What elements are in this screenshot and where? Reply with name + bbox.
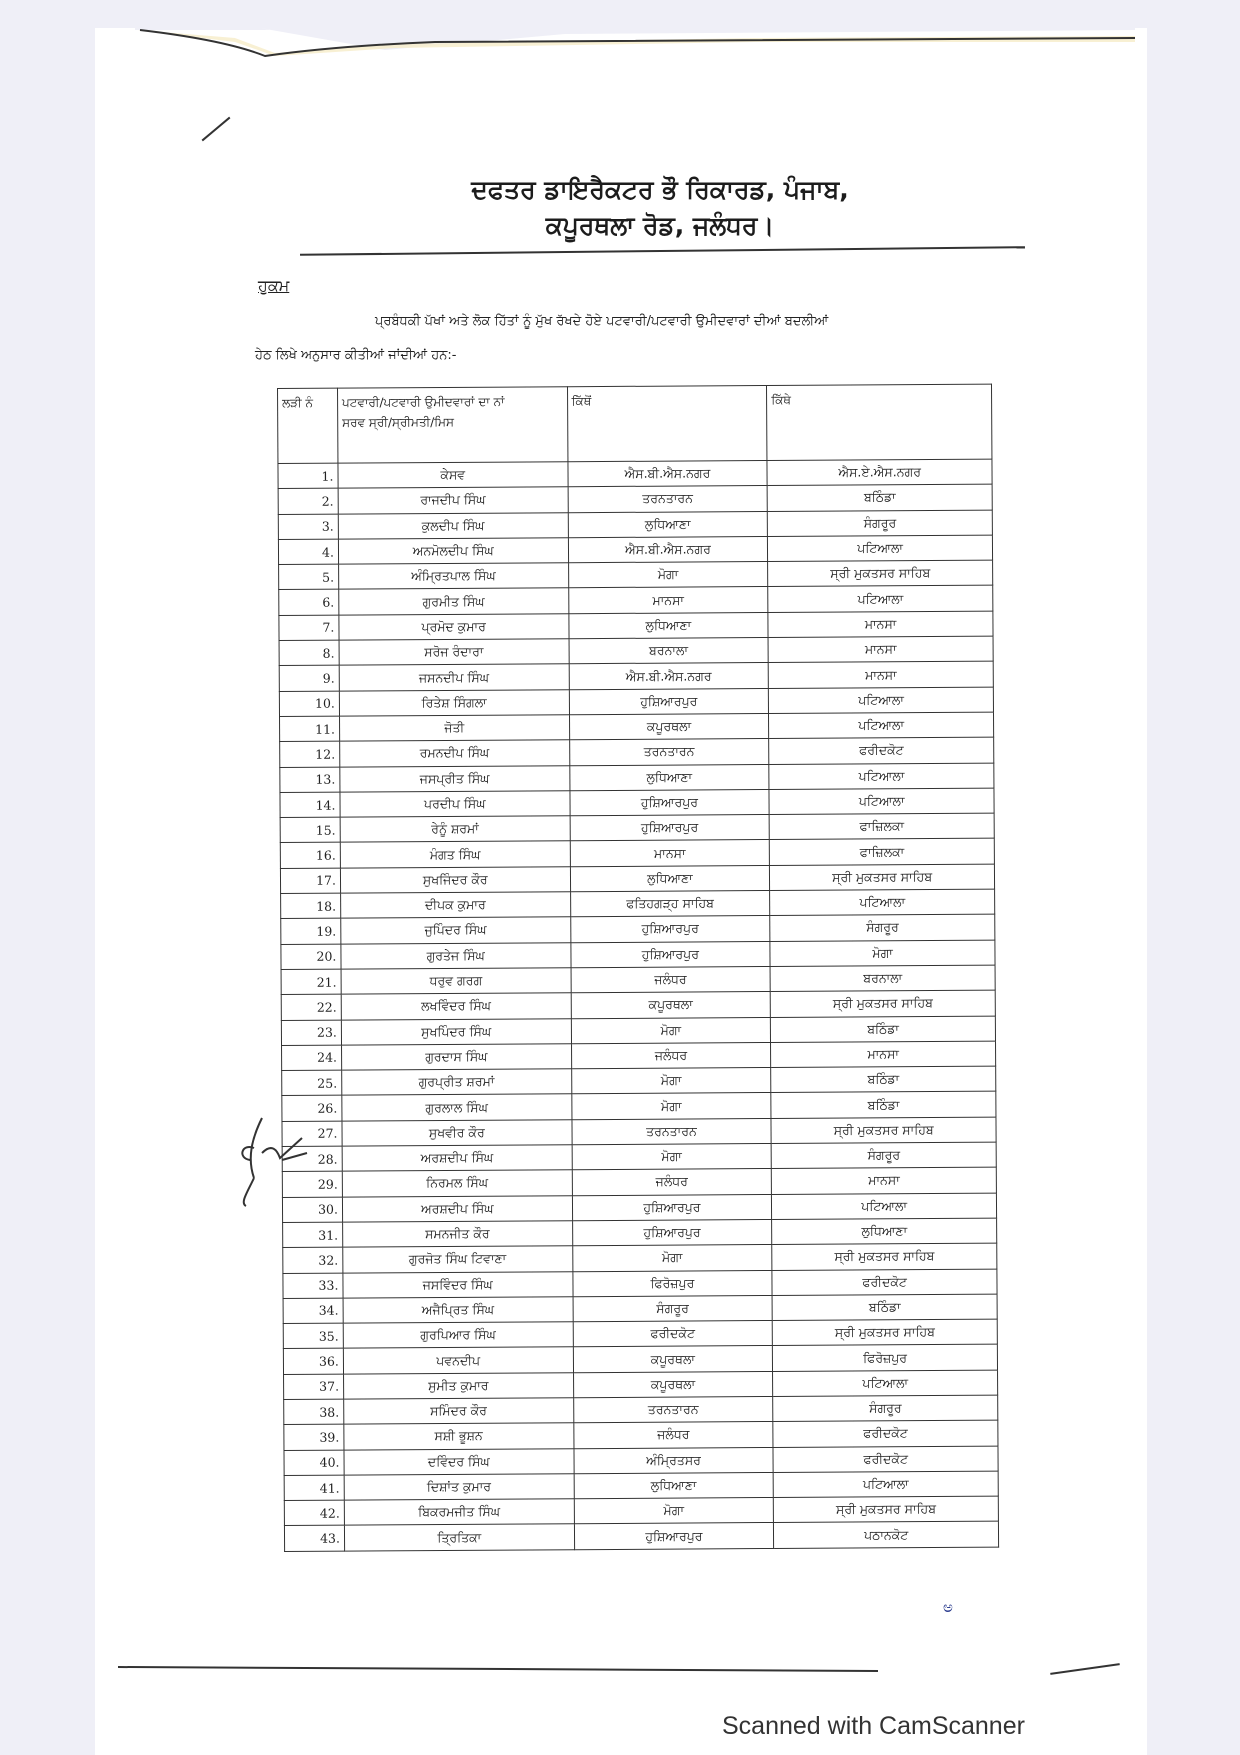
row-from: ਲੁਧਿਆਣਾ <box>570 865 770 892</box>
handwritten-signature <box>232 1098 312 1208</box>
row-from: ਮਾਨਸਾ <box>568 587 768 614</box>
row-name: ਕੇਸਵ <box>338 462 568 489</box>
row-name: ਸਸ਼ੀ ਭੂਸ਼ਨ <box>344 1423 574 1450</box>
row-from: ਅੰਮ੍ਰਿਤਸਰ <box>574 1447 774 1474</box>
row-name: ਧਰੁਵ ਗਰਗ <box>341 968 571 995</box>
header-serial-no: ਲੜੀ ਨੰ <box>278 388 338 463</box>
row-to: ਪਟਿਆਲਾ <box>769 687 994 714</box>
row-name: ਗੁਰਜੋਤ ਸਿੰਘ ਟਿਵਾਣਾ <box>343 1246 573 1273</box>
row-name: ਜੁਪਿੰਦਰ ਸਿੰਘ <box>341 917 571 944</box>
row-name: ਤ੍ਰਿਤਿਕਾ <box>344 1524 574 1551</box>
row-name: ਪ੍ਰਮੋਦ ਕੁਮਾਰ <box>339 614 569 641</box>
row-serial-no: 13. <box>280 767 340 793</box>
row-serial-no: 14. <box>280 792 340 818</box>
row-name: ਗੁਰਪ੍ਰੀਤ ਸ਼ਰਮਾਂ <box>342 1069 572 1096</box>
row-to: ਬਠਿੰਡਾ <box>767 484 992 511</box>
row-to: ਪਟਿਆਲਾ <box>769 712 994 739</box>
row-to: ਸ੍ਰੀ ਮੁਕਤਸਰ ਸਾਹਿਬ <box>772 1319 997 1346</box>
header-to: ਕਿੱਥੇ <box>767 384 992 460</box>
folded-page-edge <box>135 28 1135 58</box>
row-from: ਹੁਸ਼ਿਆਰਪੁਰ <box>570 815 770 842</box>
row-serial-no: 24. <box>282 1045 342 1071</box>
row-from: ਮੋਗਾ <box>571 1017 771 1044</box>
row-from: ਮੋਗਾ <box>568 562 768 589</box>
row-to: ਬਠਿੰਡਾ <box>771 1016 996 1043</box>
row-from: ਤਰਨਤਾਰਨ <box>572 1118 772 1145</box>
row-serial-no: 36. <box>283 1349 343 1375</box>
row-serial-no: 17. <box>280 868 340 894</box>
row-from: ਕਪੂਰਥਲਾ <box>571 992 771 1019</box>
row-from: ਮੋਗਾ <box>571 1093 771 1120</box>
row-serial-no: 11. <box>280 716 340 742</box>
row-from: ਲੁਧਿਆਣਾ <box>568 612 768 639</box>
row-name: ਜਸਪ੍ਰੀਤ ਸਿੰਘ <box>340 765 570 792</box>
order-label: ਹੁਕਮ <box>258 276 290 295</box>
row-name: ਅੰਮ੍ਰਿਤਪਾਲ ਸਿੰਘ <box>339 563 569 590</box>
row-to: ਸੰਗਰੂਰ <box>771 1142 996 1169</box>
row-serial-no: 5. <box>279 564 339 590</box>
table-row <box>284 1522 998 1552</box>
row-name: ਲਖਵਿੰਦਰ ਸਿੰਘ <box>341 993 571 1020</box>
row-from: ਕਪੂਰਥਲਾ <box>573 1371 773 1398</box>
row-name: ਅਨਮੋਲਦੀਪ ਸਿੰਘ <box>338 538 568 565</box>
row-from: ਜਲੰਧਰ <box>573 1422 773 1449</box>
row-name: ਰਾਜਦੀਪ ਸਿੰਘ <box>338 487 568 514</box>
row-to: ਫਿਰੋਜ਼ਪੁਰ <box>773 1345 998 1372</box>
row-to: ਸ੍ਰੀ ਮੁਕਤਸਰ ਸਾਹਿਬ <box>774 1496 999 1523</box>
row-from: ਸੰਗਰੂਰ <box>573 1295 773 1322</box>
table-header-row <box>278 384 992 463</box>
row-to: ਬਠਿੰਡਾ <box>771 1066 996 1093</box>
row-serial-no: 26. <box>282 1096 342 1122</box>
row-to: ਫਰੀਦਕੋਟ <box>769 737 994 764</box>
row-from: ਫਰੀਦਕੋਟ <box>573 1321 773 1348</box>
scanner-mark: ಅ <box>943 1598 953 1616</box>
row-name: ਕੁਲਦੀਪ ਸਿੰਘ <box>338 512 568 539</box>
row-to: ਫਰੀਦਕੋਟ <box>773 1420 998 1447</box>
row-name: ਸੁਖਜਿੰਦਰ ਕੌਰ <box>340 866 570 893</box>
row-serial-no: 15. <box>280 817 340 843</box>
camscanner-watermark: Scanned with CamScanner <box>722 1712 1025 1740</box>
row-from: ਜਲੰਧਰ <box>571 966 771 993</box>
row-to: ਪਟਿਆਲਾ <box>773 1370 998 1397</box>
row-name: ਸੁਖਪਿੰਦਰ ਸਿੰਘ <box>341 1018 571 1045</box>
row-to: ਫਰੀਦਕੋਟ <box>772 1269 997 1296</box>
row-to: ਸੰਗਰੂਰ <box>768 510 993 537</box>
row-from: ਕਪੂਰਥਲਾ <box>573 1346 773 1373</box>
row-to: ਪਟਿਆਲਾ <box>773 1471 998 1498</box>
row-name: ਪਰਦੀਪ ਸਿੰਘ <box>340 791 570 818</box>
row-name: ਅਜੈਪ੍ਰਿਤ ਸਿੰਘ <box>343 1297 573 1324</box>
row-name: ਰੇਨੂੰ ਸ਼ਰਮਾਂ <box>340 816 570 843</box>
intro-line-1: ਪ੍ਰਬੰਧਕੀ ਪੱਖਾਂ ਅਤੇ ਲੋਕ ਹਿੱਤਾਂ ਨੂੰ ਮੁੱਖ ਰੱਖਦੇ ਹੋਏ ਪਟਵਾਰੀ/ਪਟਵਾਰੀ ਉਮੀਦਵਾਰਾਂ ਦੀਆਂ ਬਦਲੀਆਂ <box>375 314 829 329</box>
row-name: ਦੀਪਕ ਕੁਮਾਰ <box>341 892 571 919</box>
row-name: ਜਸਨਦੀਪ ਸਿੰਘ <box>339 664 569 691</box>
row-serial-no: 27. <box>282 1121 342 1147</box>
row-to: ਸ੍ਰੀ ਮੁਕਤਸਰ ਸਾਹਿਬ <box>772 1243 997 1270</box>
header-name-line-1: ਪਟਵਾਰੀ/ਪਟਵਾਰੀ ਉਮੀਦਵਾਰਾਂ ਦਾ ਨਾਂ <box>341 394 505 410</box>
row-serial-no: 43. <box>284 1526 344 1552</box>
row-name: ਜਸਵਿੰਦਰ ਸਿੰਘ <box>343 1271 573 1298</box>
intro-paragraph <box>255 305 1015 373</box>
row-serial-no: 42. <box>284 1500 344 1526</box>
row-to: ਸ੍ਰੀ ਮੁਕਤਸਰ ਸਾਹਿਬ <box>770 990 995 1017</box>
row-to: ਸ੍ਰੀ ਮੁਕਤਸਰ ਸਾਹਿਬ <box>770 864 995 891</box>
row-to: ਮਾਨਸਾ <box>772 1167 997 1194</box>
row-name: ਮੰਗਤ ਸਿੰਘ <box>340 841 570 868</box>
row-name: ਦਵਿੰਦਰ ਸਿੰਘ <box>344 1448 574 1475</box>
row-serial-no: 34. <box>283 1298 343 1324</box>
row-to: ਫਾਜ਼ਿਲਕਾ <box>770 839 995 866</box>
row-to: ਫਾਜ਼ਿਲਕਾ <box>769 813 994 840</box>
row-serial-no: 7. <box>279 615 339 641</box>
office-heading <box>380 172 940 244</box>
row-serial-no: 25. <box>282 1070 342 1096</box>
row-serial-no: 35. <box>283 1323 343 1349</box>
row-to: ਫਰੀਦਕੋਟ <box>773 1446 998 1473</box>
row-from: ਹੁਸ਼ਿਆਰਪੁਰ <box>570 941 770 968</box>
row-name: ਗੁਰਪਿਆਰ ਸਿੰਘ <box>343 1322 573 1349</box>
row-name: ਗੁਰਮੀਤ ਸਿੰਘ <box>339 588 569 615</box>
row-to: ਮਾਨਸਾ <box>768 611 993 638</box>
row-from: ਲੁਧਿਆਣਾ <box>568 511 768 538</box>
row-name: ਰਿਤੇਸ਼ ਸਿੰਗਲਾ <box>339 689 569 716</box>
row-name: ਪਵਨਦੀਪ <box>343 1347 573 1374</box>
row-to: ਪਟਿਆਲਾ <box>769 763 994 790</box>
header-name-line-2: ਸਰਵ ਸ੍ਰੀ/ਸ੍ਰੀਮਤੀ/ਮਿਸ <box>342 414 455 430</box>
row-to: ਪਠਾਨਕੋਟ <box>774 1522 999 1549</box>
row-to: ਪਟਿਆਲਾ <box>770 889 995 916</box>
row-to: ਬਠਿੰਡਾ <box>771 1092 996 1119</box>
row-from: ਤਰਨਤਾਰਨ <box>573 1396 773 1423</box>
row-to: ਮੋਗਾ <box>770 940 995 967</box>
row-serial-no: 32. <box>283 1247 343 1273</box>
intro-line-2: ਹੇਠ ਲਿਖੇ ਅਨੁਸਾਰ ਕੀਤੀਆਂ ਜਾਂਦੀਆਂ ਹਨ:- <box>255 348 457 363</box>
row-serial-no: 12. <box>280 741 340 767</box>
row-serial-no: 10. <box>279 691 339 717</box>
row-from: ਮੋਗਾ <box>571 1068 771 1095</box>
row-name: ਸਮਿੰਦਰ ਕੌਰ <box>344 1398 574 1425</box>
row-serial-no: 20. <box>281 944 341 970</box>
row-name: ਅਰਸ਼ਦੀਪ ਸਿੰਘ <box>342 1195 572 1222</box>
row-name: ਸੁਮੀਤ ਕੁਮਾਰ <box>343 1372 573 1399</box>
row-to: ਸੰਗਰੂਰ <box>773 1395 998 1422</box>
row-from: ਐਸ.ਬੀ.ਐਸ.ਨਗਰ <box>567 461 767 488</box>
row-from: ਕਪੂਰਥਲਾ <box>569 713 769 740</box>
row-from: ਤਰਨਤਾਰਨ <box>568 486 768 513</box>
row-serial-no: 4. <box>278 539 338 565</box>
row-from: ਐਸ.ਬੀ.ਐਸ.ਨਗਰ <box>569 663 769 690</box>
row-serial-no: 16. <box>280 843 340 869</box>
row-from: ਮੋਗਾ <box>572 1245 772 1272</box>
row-to: ਸ੍ਰੀ ਮੁਕਤਸਰ ਸਾਹਿਬ <box>768 560 993 587</box>
row-serial-no: 22. <box>281 994 341 1020</box>
row-to: ਪਟਿਆਲਾ <box>768 586 993 613</box>
row-from: ਹੁਸ਼ਿਆਰਪੁਰ <box>569 688 769 715</box>
row-serial-no: 33. <box>283 1273 343 1299</box>
row-from: ਮੋਗਾ <box>574 1498 774 1525</box>
row-name: ਰਮਨਦੀਪ ਸਿੰਘ <box>340 740 570 767</box>
transfer-table <box>277 384 999 1552</box>
row-serial-no: 29. <box>282 1171 342 1197</box>
row-from: ਹੁਸ਼ਿਆਰਪੁਰ <box>570 916 770 943</box>
row-serial-no: 6. <box>279 590 339 616</box>
row-serial-no: 40. <box>284 1450 344 1476</box>
row-from: ਐਸ.ਬੀ.ਐਸ.ਨਗਰ <box>568 536 768 563</box>
row-from: ਤਰਨਤਾਰਨ <box>569 739 769 766</box>
row-to: ਪਟਿਆਲਾ <box>769 788 994 815</box>
row-name: ਅਰਸ਼ਦੀਪ ਸਿੰਘ <box>342 1145 572 1172</box>
row-to: ਮਾਨਸਾ <box>768 662 993 689</box>
row-from: ਜਲੰਧਰ <box>571 1042 771 1069</box>
row-serial-no: 21. <box>281 969 341 995</box>
row-name: ਗੁਰਦਾਸ ਸਿੰਘ <box>341 1044 571 1071</box>
row-name: ਸੁਖਵੀਰ ਕੌਰ <box>342 1119 572 1146</box>
header-name <box>337 387 567 463</box>
row-serial-no: 23. <box>281 1020 341 1046</box>
row-to: ਮਾਨਸਾ <box>768 636 993 663</box>
heading-line-1: ਦਫਤਰ ਡਾਇਰੈਕਟਰ ਭੌ ਰਿਕਾਰਡ, ਪੰਜਾਬ, <box>471 175 849 204</box>
row-name: ਗੁਰਲਾਲ ਸਿੰਘ <box>342 1094 572 1121</box>
row-serial-no: 19. <box>281 918 341 944</box>
row-name: ਨਿਰਮਲ ਸਿੰਘ <box>342 1170 572 1197</box>
row-name: ਸਰੋਜ ਰੰਦਾਰਾ <box>339 639 569 666</box>
row-serial-no: 8. <box>279 640 339 666</box>
row-to: ਪਟਿਆਲਾ <box>772 1193 997 1220</box>
row-from: ਬਰਨਾਲਾ <box>569 638 769 665</box>
row-serial-no: 2. <box>278 488 338 514</box>
row-to: ਪਟਿਆਲਾ <box>768 535 993 562</box>
row-name: ਜੋਤੀ <box>339 715 569 742</box>
row-to: ਬਰਨਾਲਾ <box>770 965 995 992</box>
row-from: ਮਾਨਸਾ <box>570 840 770 867</box>
row-from: ਲੁਧਿਆਣਾ <box>574 1472 774 1499</box>
row-serial-no: 39. <box>284 1424 344 1450</box>
header-from: ਕਿੱਥੋਂ <box>567 386 767 462</box>
row-serial-no: 37. <box>284 1374 344 1400</box>
row-from: ਹੁਸ਼ਿਆਰਪੁਰ <box>574 1523 774 1550</box>
row-serial-no: 31. <box>283 1222 343 1248</box>
row-from: ਜਲੰਧਰ <box>572 1169 772 1196</box>
row-from: ਲੁਧਿਆਣਾ <box>569 764 769 791</box>
row-name: ਬਿਕਰਮਜੀਤ ਸਿੰਘ <box>344 1499 574 1526</box>
row-name: ਸਮਨਜੀਤ ਕੌਰ <box>343 1221 573 1248</box>
row-serial-no: 3. <box>278 514 338 540</box>
row-serial-no: 41. <box>284 1475 344 1501</box>
row-to: ਬਠਿੰਡਾ <box>772 1294 997 1321</box>
row-from: ਮੋਗਾ <box>572 1144 772 1171</box>
row-name: ਦਿਸ਼ਾਂਤ ਕੁਮਾਰ <box>344 1474 574 1501</box>
row-from: ਫਤਿਹਗੜ੍ਹ ਸਾਹਿਬ <box>570 891 770 918</box>
row-from: ਹੁਸ਼ਿਆਰਪੁਰ <box>572 1219 772 1246</box>
row-from: ਫਿਰੋਜ਼ਪੁਰ <box>572 1270 772 1297</box>
row-to: ਸੰਗਰੂਰ <box>770 914 995 941</box>
row-serial-no: 38. <box>284 1399 344 1425</box>
row-from: ਹੁਸ਼ਿਆਰਪੁਰ <box>569 789 769 816</box>
row-to: ਮਾਨਸਾ <box>771 1041 996 1068</box>
heading-line-2: ਕਪੂਰਥਲਾ ਰੋਡ, ਜਲੰਧਰ। <box>545 211 775 240</box>
row-serial-no: 30. <box>282 1197 342 1223</box>
row-to: ਸ੍ਰੀ ਮੁਕਤਸਰ ਸਾਹਿਬ <box>771 1117 996 1144</box>
row-serial-no: 1. <box>278 463 338 489</box>
row-serial-no: 28. <box>282 1146 342 1172</box>
row-serial-no: 18. <box>281 893 341 919</box>
row-to: ਐਸ.ਏ.ਐਸ.ਨਗਰ <box>767 459 992 486</box>
row-name: ਗੁਰਤੇਜ ਸਿੰਘ <box>341 942 571 969</box>
row-to: ਲੁਧਿਆਣਾ <box>772 1218 997 1245</box>
row-serial-no: 9. <box>279 666 339 692</box>
row-from: ਹੁਸ਼ਿਆਰਪੁਰ <box>572 1194 772 1221</box>
